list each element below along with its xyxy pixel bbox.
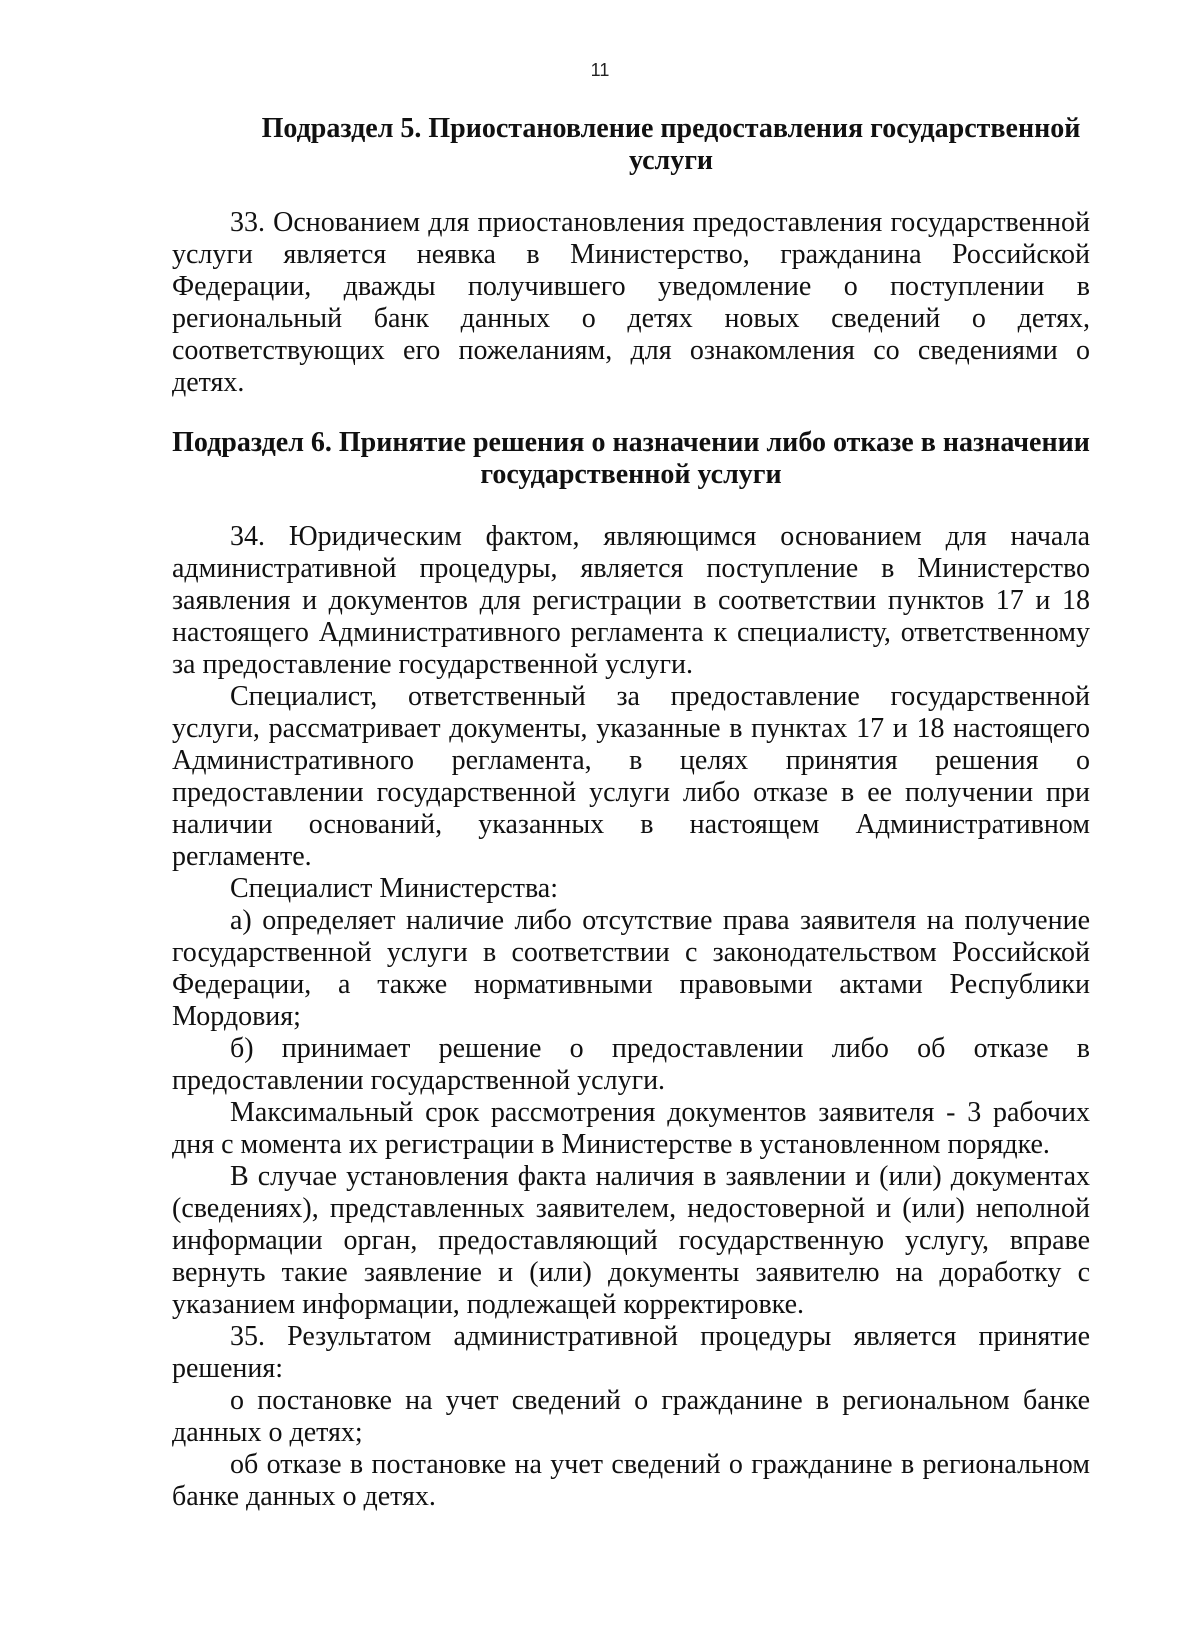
paragraph-34: 34. Юридическим фактом, являющимся основанием для начала административной процедуры, является поступление в Министерство заявления и документов для регистрации в соответствии пунктов 17 и 18 настоящего Административного регламента к специалисту, ответственному за предоставление государственной услуги.: [172, 521, 1090, 680]
paragraph-33: 33. Основанием для приостановления предоставления государственной услуги является неявка в Министерство, гражданина Российской Федерации, дважды получившего уведомление о поступлении в региональный банк данных о детях новых сведений о детях, соответствующих его пожеланиям, для ознакомления со сведениями о детях.: [172, 207, 1090, 398]
section-5-heading: Подраздел 5. Приостановление предоставления государственной услуги: [261, 113, 1081, 176]
list-item-a: а) определяет наличие либо отсутствие права заявителя на получение государственной услуги в соответствии с законодательством Российской Федерации, а также нормативными правовыми актами Республики Мордовия;: [172, 905, 1090, 1032]
section-6-heading: Подраздел 6. Принятие решения о назначении либо отказе в назначении государственной услуги: [172, 427, 1090, 490]
paragraph-return-documents: В случае установления факта наличия в заявлении и (или) документах (сведениях), представленных заявителем, недостоверной и (или) неполной информации орган, предоставляющий государственную услугу, вправе вернуть такие заявление и (или) документы заявителю на доработку с указанием информации, подлежащей корректировке.: [172, 1161, 1090, 1320]
list-item-b: б) принимает решение о предоставлении либо об отказе в предоставлении государственной услуги.: [172, 1033, 1090, 1096]
document-body: [172, 113, 1090, 1513]
result-option-register: о постановке на учет сведений о гражданине в региональном банке данных о детях;: [172, 1385, 1090, 1448]
paragraph-max-term: Максимальный срок рассмотрения документов заявителя - 3 рабочих дня с момента их регистрации в Министерстве в установленном порядке.: [172, 1097, 1090, 1160]
result-option-refuse: об отказе в постановке на учет сведений о гражданине в региональном банке данных о детях.: [172, 1449, 1090, 1512]
page-number: 11: [590, 60, 610, 80]
paragraph-specialist-ministry: Специалист Министерства:: [230, 873, 559, 904]
paragraph-specialist-review: Специалист, ответственный за предоставление государственной услуги, рассматривает документы, указанные в пунктах 17 и 18 настоящего Административного регламента, в целях принятия решения о предоставлении государственной услуги либо отказе в ее получении при наличии оснований, указанных в настоящем Административном регламенте.: [172, 681, 1090, 872]
paragraph-35: 35. Результатом административной процедуры является принятие решения:: [172, 1321, 1090, 1384]
